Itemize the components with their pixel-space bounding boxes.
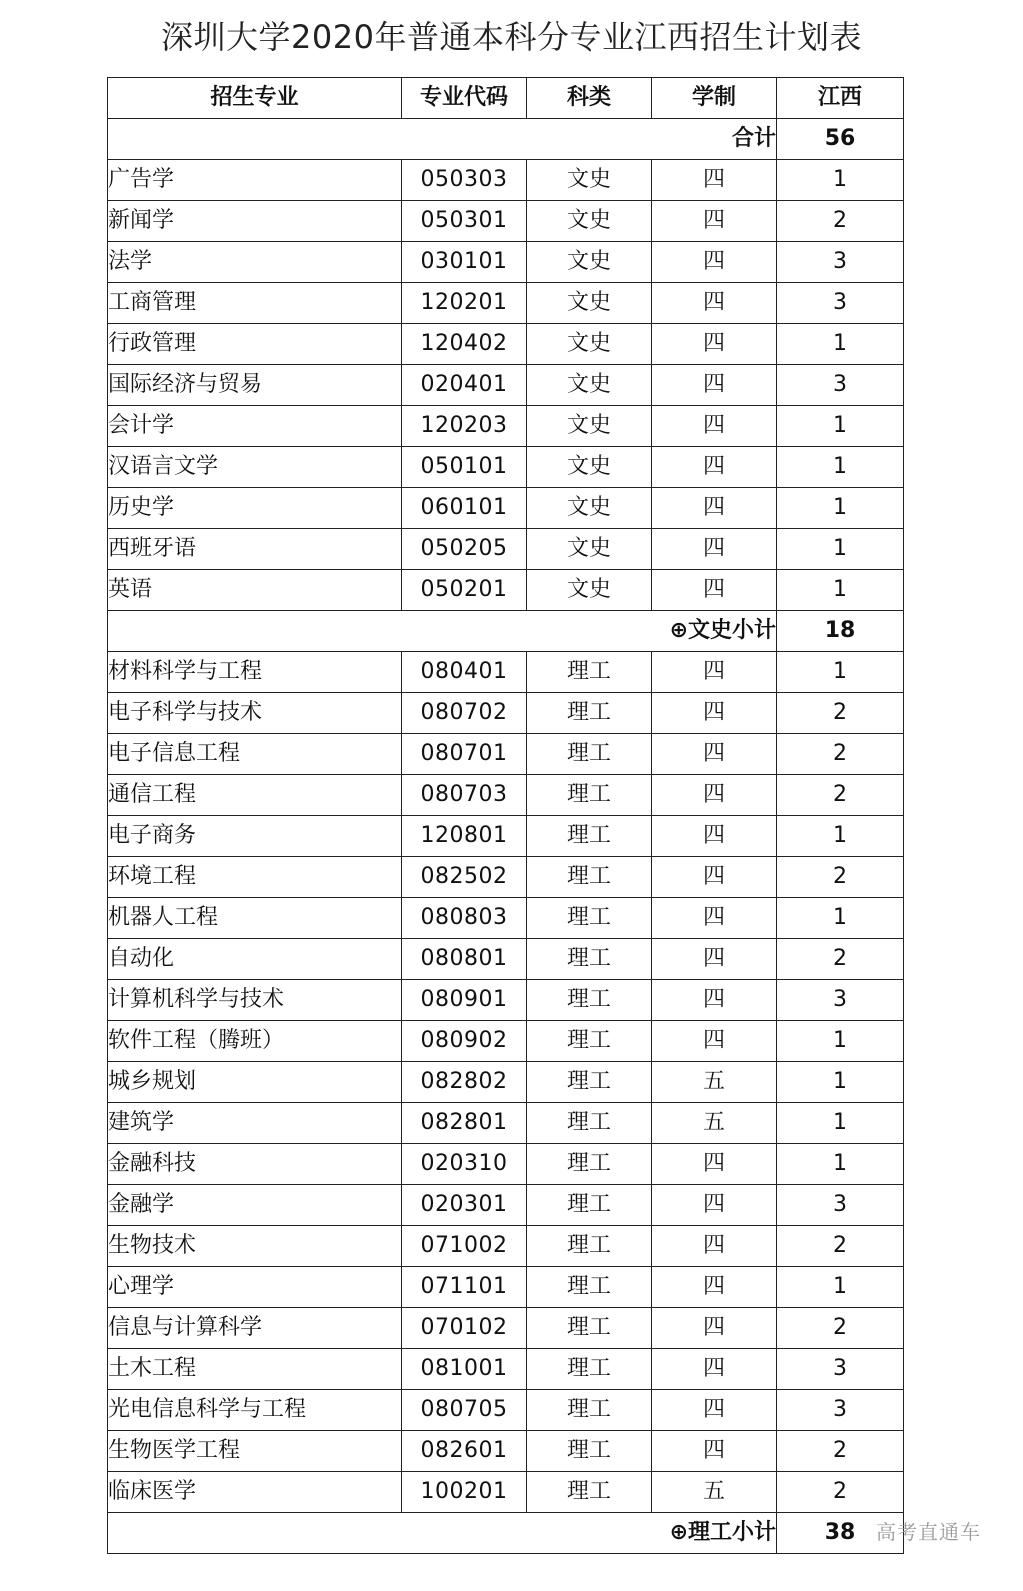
major-name-cell: 工商管理 xyxy=(108,283,402,324)
table-row xyxy=(108,201,904,242)
duration-cell: 四 xyxy=(652,160,777,201)
plan-count-cell: 2 xyxy=(777,1431,904,1472)
plan-count-cell: 1 xyxy=(777,1144,904,1185)
plan-count-cell: 3 xyxy=(777,1185,904,1226)
duration-cell: 四 xyxy=(652,1267,777,1308)
duration-cell: 四 xyxy=(652,693,777,734)
duration-cell: 四 xyxy=(652,529,777,570)
duration-cell: 四 xyxy=(652,324,777,365)
category-cell: 文史 xyxy=(527,324,652,365)
plan-count-cell: 3 xyxy=(777,980,904,1021)
duration-cell: 五 xyxy=(652,1472,777,1513)
plan-count-cell: 1 xyxy=(777,447,904,488)
major-name-cell: 金融科技 xyxy=(108,1144,402,1185)
major-code-cell: 080705 xyxy=(402,1390,527,1431)
major-code-cell: 020401 xyxy=(402,365,527,406)
major-name-cell: 建筑学 xyxy=(108,1103,402,1144)
table-row xyxy=(108,570,904,611)
table-row xyxy=(108,980,904,1021)
duration-cell: 四 xyxy=(652,201,777,242)
category-cell: 文史 xyxy=(527,201,652,242)
header-duration: 学制 xyxy=(652,78,777,119)
subtotal-value: 38 xyxy=(777,1513,904,1554)
total-row xyxy=(108,119,904,160)
major-name-cell: 历史学 xyxy=(108,488,402,529)
duration-cell: 四 xyxy=(652,447,777,488)
table-row xyxy=(108,1144,904,1185)
table-row xyxy=(108,1431,904,1472)
plan-count-cell: 2 xyxy=(777,734,904,775)
plan-count-cell: 2 xyxy=(777,857,904,898)
plan-count-cell: 3 xyxy=(777,1349,904,1390)
major-code-cell: 080701 xyxy=(402,734,527,775)
major-code-cell: 080702 xyxy=(402,693,527,734)
table-body xyxy=(108,119,904,1554)
major-name-cell: 新闻学 xyxy=(108,201,402,242)
category-cell: 文史 xyxy=(527,160,652,201)
category-cell: 理工 xyxy=(527,1431,652,1472)
plan-count-cell: 3 xyxy=(777,283,904,324)
major-name-cell: 行政管理 xyxy=(108,324,402,365)
table-row xyxy=(108,242,904,283)
duration-cell: 五 xyxy=(652,1103,777,1144)
major-code-cell: 082502 xyxy=(402,857,527,898)
table-row xyxy=(108,816,904,857)
category-cell: 理工 xyxy=(527,1103,652,1144)
subtotal-label: ⊕理工小计 xyxy=(108,1513,777,1554)
duration-cell: 四 xyxy=(652,1021,777,1062)
major-name-cell: 国际经济与贸易 xyxy=(108,365,402,406)
category-cell: 理工 xyxy=(527,1308,652,1349)
plan-count-cell: 3 xyxy=(777,365,904,406)
plan-count-cell: 1 xyxy=(777,1062,904,1103)
category-cell: 文史 xyxy=(527,447,652,488)
major-code-cell: 080902 xyxy=(402,1021,527,1062)
major-code-cell: 060101 xyxy=(402,488,527,529)
plan-count-cell: 1 xyxy=(777,570,904,611)
table-row xyxy=(108,939,904,980)
duration-cell: 四 xyxy=(652,734,777,775)
duration-cell: 四 xyxy=(652,1226,777,1267)
category-cell: 理工 xyxy=(527,1472,652,1513)
table-row xyxy=(108,1390,904,1431)
plan-count-cell: 2 xyxy=(777,1226,904,1267)
duration-cell: 四 xyxy=(652,898,777,939)
enrollment-plan-table xyxy=(107,77,904,1554)
category-cell: 理工 xyxy=(527,857,652,898)
major-code-cell: 030101 xyxy=(402,242,527,283)
major-name-cell: 生物医学工程 xyxy=(108,1431,402,1472)
category-cell: 理工 xyxy=(527,1349,652,1390)
plan-count-cell: 3 xyxy=(777,1390,904,1431)
major-code-cell: 050301 xyxy=(402,201,527,242)
table-row xyxy=(108,529,904,570)
header-province: 江西 xyxy=(777,78,904,119)
duration-cell: 四 xyxy=(652,1144,777,1185)
table-row xyxy=(108,693,904,734)
science-subtotal-row xyxy=(108,1513,904,1554)
major-code-cell: 082601 xyxy=(402,1431,527,1472)
arts-subtotal-row xyxy=(108,611,904,652)
major-code-cell: 080401 xyxy=(402,652,527,693)
table-row xyxy=(108,1349,904,1390)
plan-count-cell: 1 xyxy=(777,1267,904,1308)
category-cell: 理工 xyxy=(527,1390,652,1431)
plan-count-cell: 1 xyxy=(777,1021,904,1062)
category-cell: 文史 xyxy=(527,570,652,611)
major-name-cell: 临床医学 xyxy=(108,1472,402,1513)
plan-count-cell: 1 xyxy=(777,406,904,447)
major-name-cell: 城乡规划 xyxy=(108,1062,402,1103)
major-code-cell: 080703 xyxy=(402,775,527,816)
major-name-cell: 电子信息工程 xyxy=(108,734,402,775)
category-cell: 理工 xyxy=(527,898,652,939)
duration-cell: 五 xyxy=(652,1062,777,1103)
major-code-cell: 070102 xyxy=(402,1308,527,1349)
major-name-cell: 汉语言文学 xyxy=(108,447,402,488)
major-name-cell: 材料科学与工程 xyxy=(108,652,402,693)
plan-count-cell: 2 xyxy=(777,1308,904,1349)
major-code-cell: 071101 xyxy=(402,1267,527,1308)
table-header-row xyxy=(108,78,904,119)
major-name-cell: 西班牙语 xyxy=(108,529,402,570)
category-cell: 理工 xyxy=(527,1144,652,1185)
category-cell: 文史 xyxy=(527,283,652,324)
major-code-cell: 080803 xyxy=(402,898,527,939)
major-name-cell: 机器人工程 xyxy=(108,898,402,939)
major-name-cell: 计算机科学与技术 xyxy=(108,980,402,1021)
major-name-cell: 自动化 xyxy=(108,939,402,980)
duration-cell: 四 xyxy=(652,652,777,693)
watermark-text: 高考直通车 xyxy=(876,1520,981,1544)
plan-count-cell: 1 xyxy=(777,816,904,857)
duration-cell: 四 xyxy=(652,1308,777,1349)
major-name-cell: 光电信息科学与工程 xyxy=(108,1390,402,1431)
subtotal-label: ⊕文史小计 xyxy=(108,611,777,652)
table-row xyxy=(108,1062,904,1103)
category-cell: 文史 xyxy=(527,488,652,529)
category-cell: 理工 xyxy=(527,1226,652,1267)
duration-cell: 四 xyxy=(652,1390,777,1431)
table-row xyxy=(108,447,904,488)
duration-cell: 四 xyxy=(652,1431,777,1472)
table-row xyxy=(108,734,904,775)
plan-count-cell: 2 xyxy=(777,1472,904,1513)
plan-count-cell: 2 xyxy=(777,693,904,734)
duration-cell: 四 xyxy=(652,1185,777,1226)
table-row xyxy=(108,1472,904,1513)
duration-cell: 四 xyxy=(652,980,777,1021)
plan-count-cell: 1 xyxy=(777,160,904,201)
major-name-cell: 软件工程（腾班） xyxy=(108,1021,402,1062)
category-cell: 文史 xyxy=(527,529,652,570)
category-cell: 理工 xyxy=(527,939,652,980)
table-row xyxy=(108,1185,904,1226)
major-name-cell: 会计学 xyxy=(108,406,402,447)
header-code: 专业代码 xyxy=(402,78,527,119)
major-code-cell: 120801 xyxy=(402,816,527,857)
category-cell: 理工 xyxy=(527,1185,652,1226)
table-row xyxy=(108,1226,904,1267)
plan-count-cell: 3 xyxy=(777,242,904,283)
major-code-cell: 050101 xyxy=(402,447,527,488)
category-cell: 理工 xyxy=(527,1021,652,1062)
category-cell: 理工 xyxy=(527,693,652,734)
total-value: 56 xyxy=(777,119,904,160)
duration-cell: 四 xyxy=(652,283,777,324)
major-code-cell: 071002 xyxy=(402,1226,527,1267)
category-cell: 文史 xyxy=(527,365,652,406)
table-row xyxy=(108,406,904,447)
plan-count-cell: 1 xyxy=(777,898,904,939)
duration-cell: 四 xyxy=(652,488,777,529)
table-row xyxy=(108,1308,904,1349)
table-row xyxy=(108,283,904,324)
major-name-cell: 心理学 xyxy=(108,1267,402,1308)
table-row xyxy=(108,1103,904,1144)
table-row xyxy=(108,365,904,406)
major-name-cell: 土木工程 xyxy=(108,1349,402,1390)
duration-cell: 四 xyxy=(652,570,777,611)
table-row xyxy=(108,1267,904,1308)
major-name-cell: 电子商务 xyxy=(108,816,402,857)
major-code-cell: 100201 xyxy=(402,1472,527,1513)
duration-cell: 四 xyxy=(652,775,777,816)
major-code-cell: 050205 xyxy=(402,529,527,570)
major-code-cell: 050201 xyxy=(402,570,527,611)
duration-cell: 四 xyxy=(652,406,777,447)
table-row xyxy=(108,1021,904,1062)
major-name-cell: 信息与计算科学 xyxy=(108,1308,402,1349)
major-code-cell: 120201 xyxy=(402,283,527,324)
table-row xyxy=(108,775,904,816)
major-code-cell: 081001 xyxy=(402,1349,527,1390)
major-name-cell: 法学 xyxy=(108,242,402,283)
header-major: 招生专业 xyxy=(108,78,402,119)
category-cell: 文史 xyxy=(527,406,652,447)
major-name-cell: 英语 xyxy=(108,570,402,611)
plan-count-cell: 2 xyxy=(777,775,904,816)
plan-count-cell: 1 xyxy=(777,1103,904,1144)
category-cell: 文史 xyxy=(527,242,652,283)
major-name-cell: 通信工程 xyxy=(108,775,402,816)
major-code-cell: 080901 xyxy=(402,980,527,1021)
duration-cell: 四 xyxy=(652,242,777,283)
table-row xyxy=(108,488,904,529)
duration-cell: 四 xyxy=(652,365,777,406)
table-row xyxy=(108,857,904,898)
major-code-cell: 020310 xyxy=(402,1144,527,1185)
major-name-cell: 广告学 xyxy=(108,160,402,201)
plan-count-cell: 2 xyxy=(777,939,904,980)
plan-count-cell: 2 xyxy=(777,201,904,242)
category-cell: 理工 xyxy=(527,652,652,693)
major-code-cell: 080801 xyxy=(402,939,527,980)
major-name-cell: 环境工程 xyxy=(108,857,402,898)
major-code-cell: 082801 xyxy=(402,1103,527,1144)
major-name-cell: 金融学 xyxy=(108,1185,402,1226)
total-label: 合计 xyxy=(108,119,777,160)
category-cell: 理工 xyxy=(527,816,652,857)
major-code-cell: 120203 xyxy=(402,406,527,447)
table-row xyxy=(108,160,904,201)
subtotal-value: 18 xyxy=(777,611,904,652)
duration-cell: 四 xyxy=(652,939,777,980)
major-name-cell: 电子科学与技术 xyxy=(108,693,402,734)
page-title: 深圳大学2020年普通本科分专业江西招生计划表 xyxy=(161,18,862,56)
table-row xyxy=(108,652,904,693)
table-row xyxy=(108,898,904,939)
plan-count-cell: 1 xyxy=(777,529,904,570)
plan-count-cell: 1 xyxy=(777,324,904,365)
plan-count-cell: 1 xyxy=(777,488,904,529)
major-code-cell: 020301 xyxy=(402,1185,527,1226)
category-cell: 理工 xyxy=(527,775,652,816)
table-row xyxy=(108,324,904,365)
category-cell: 理工 xyxy=(527,1062,652,1103)
header-category: 科类 xyxy=(527,78,652,119)
major-code-cell: 120402 xyxy=(402,324,527,365)
duration-cell: 四 xyxy=(652,857,777,898)
plan-count-cell: 1 xyxy=(777,652,904,693)
major-name-cell: 生物技术 xyxy=(108,1226,402,1267)
category-cell: 理工 xyxy=(527,980,652,1021)
major-code-cell: 050303 xyxy=(402,160,527,201)
duration-cell: 四 xyxy=(652,1349,777,1390)
duration-cell: 四 xyxy=(652,816,777,857)
category-cell: 理工 xyxy=(527,734,652,775)
major-code-cell: 082802 xyxy=(402,1062,527,1103)
category-cell: 理工 xyxy=(527,1267,652,1308)
